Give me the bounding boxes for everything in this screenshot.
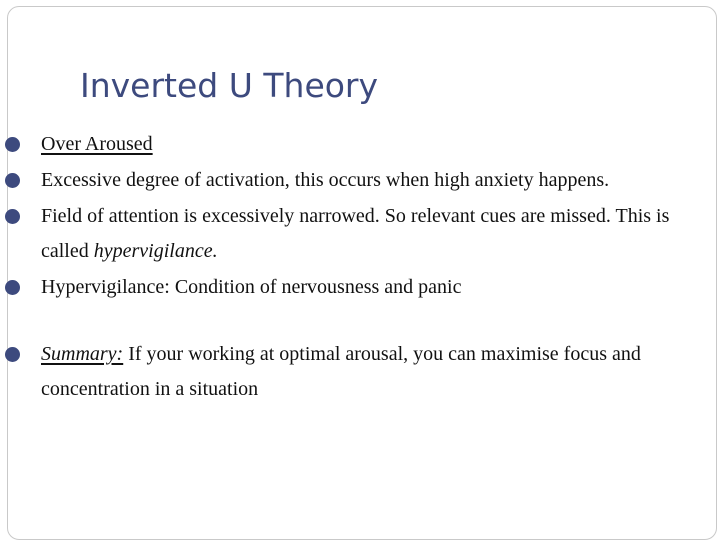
bullet-dot-icon xyxy=(5,137,20,152)
bullet-heading: Over Aroused xyxy=(41,133,153,155)
summary-label: Summary: xyxy=(41,343,124,365)
bullet-summary xyxy=(0,337,700,407)
bullet-text: If your working at optimal arousal, you can maximise focus and concentration in a situation xyxy=(41,343,641,400)
bullet-attention xyxy=(0,199,700,269)
bullet-emphasis: hypervigilance. xyxy=(93,240,218,262)
bullet-over-aroused xyxy=(0,127,700,162)
bullet-activation xyxy=(0,163,700,198)
bullet-text: Field of attention is excessively narrowed. So relevant cues are missed. This is called xyxy=(41,205,670,262)
bullet-dot-icon xyxy=(5,347,20,362)
bullet-dot-icon xyxy=(5,209,20,224)
bullet-dot-icon xyxy=(5,280,20,295)
bullet-text: Hypervigilance: Condition of nervousness and panic xyxy=(41,276,462,298)
slide-title: Inverted U Theory xyxy=(80,66,379,105)
bullet-text: Excessive degree of activation, this occurs when high anxiety happens. xyxy=(41,169,610,191)
bullet-dot-icon xyxy=(5,173,20,188)
bullet-hypervigilance xyxy=(0,270,700,305)
bullet-list xyxy=(0,127,700,407)
